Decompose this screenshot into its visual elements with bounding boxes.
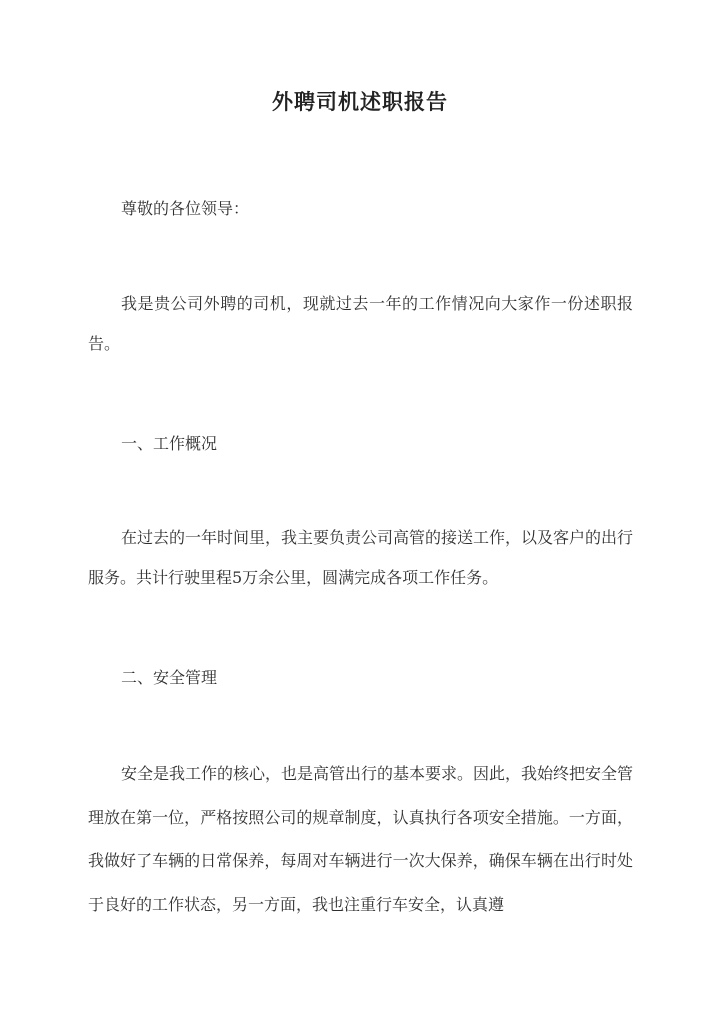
section-heading-safety-management: 二、安全管理 — [121, 668, 218, 687]
section-body-work-overview: 在过去的一年时间里，我主要负责公司高管的接送工作，以及客户的出行服务。共计行驶里程5万余公里，圆满完成各项工作任务。 — [88, 528, 634, 587]
document-title: 外聘司机述职报告 — [272, 89, 448, 114]
greeting-line: 尊敬的各位领导： — [121, 199, 250, 218]
section-body-safety-management: 安全是我工作的核心，也是高管出行的基本要求。因此，我始终把安全管理放在第一位，严格按照公司的规章制度，认真执行各项安全措施。一方面，我做好了车辆的日常保养，每周对车辆进行一次大保养，确保车辆在出行时处于良好的工作状态，另一方面，我也注重行车安全，认真遵 — [88, 764, 634, 914]
intro-paragraph: 我是贵公司外聘的司机，现就过去一年的工作情况向大家作一份述职报告。 — [88, 294, 633, 353]
section-heading-work-overview: 一、工作概况 — [121, 434, 218, 453]
